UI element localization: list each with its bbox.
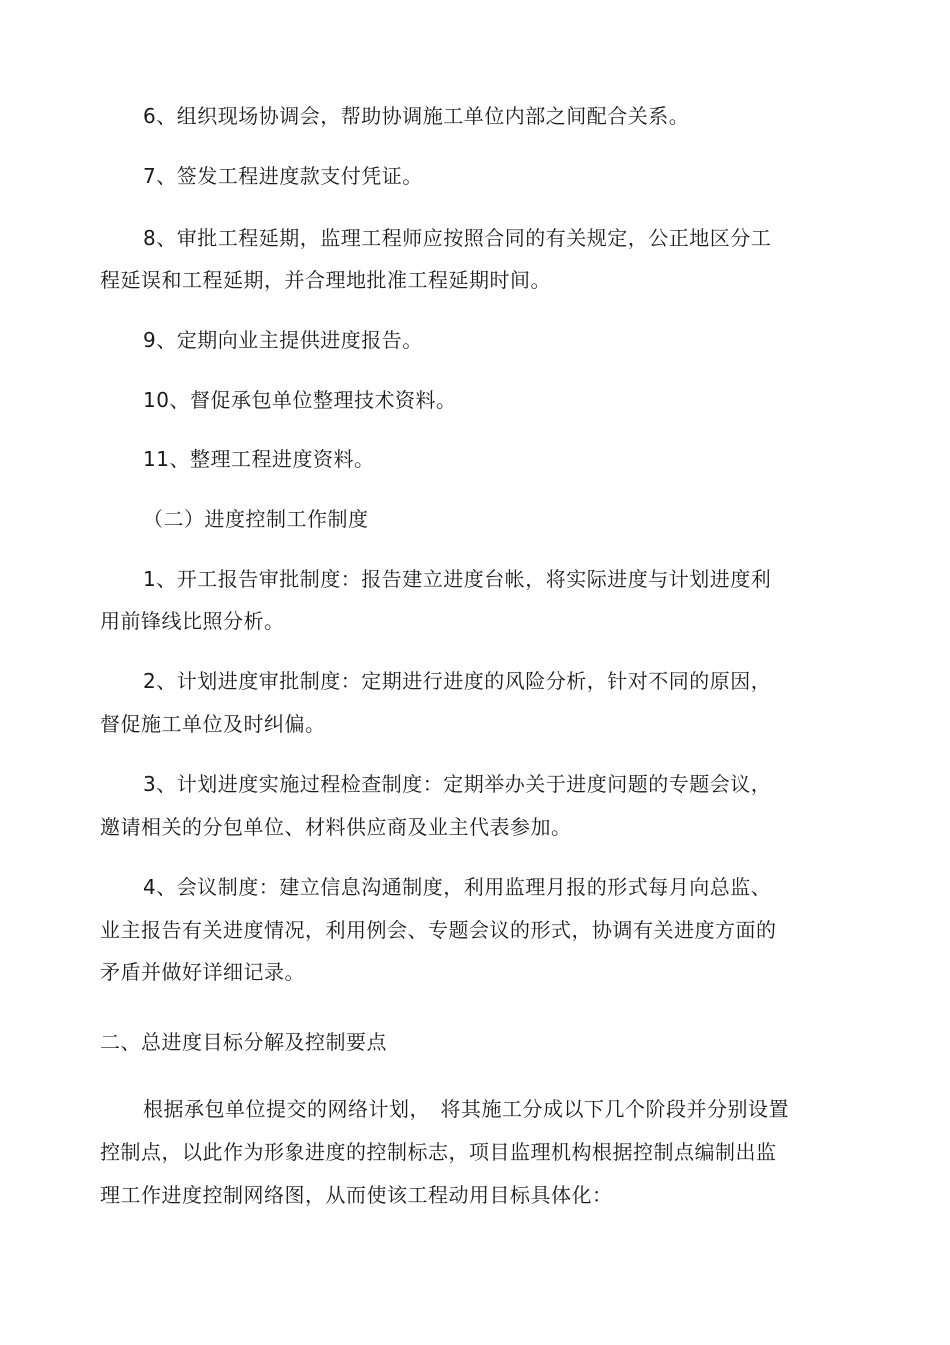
text-line: 理工作进度控制网络图，从而使该工程动用目标具体化： [100,1183,613,1207]
text-line: 业主报告有关进度情况，利用例会、专题会议的形式，协调有关进度方面的 [100,918,777,942]
text-line: 6、组织现场协调会，帮助协调施工单位内部之间配合关系。 [143,104,690,128]
text-line: 9、定期向业主提供进度报告。 [143,328,423,352]
text-line: 邀请相关的分包单位、材料供应商及业主代表参加。 [100,815,572,839]
text-line: 3、计划进度实施过程检查制度：定期举办关于进度问题的专题会议， [143,772,772,796]
text-line: 根据承包单位提交的网络计划， 将其施工分成以下几个阶段并分别设置 [143,1097,789,1121]
text-line: 1、开工报告审批制度：报告建立进度台帐，将实际进度与计划进度利 [143,567,772,591]
text-line: 程延误和工程延期，并合理地批准工程延期时间。 [100,268,551,292]
text-line: 控制点，以此作为形象进度的控制标志，项目监理机构根据控制点编制出监 [100,1140,777,1164]
text-line: 督促施工单位及时纠偏。 [100,712,326,736]
text-line: 11、整理工程进度资料。 [143,447,375,471]
text-line: 8、审批工程延期，监理工程师应按照合同的有关规定，公正地区分工 [143,226,772,250]
section-heading: （二）进度控制工作制度 [143,507,369,531]
text-line: 2、计划进度审批制度：定期进行进度的风险分析，针对不同的原因， [143,669,772,693]
text-line: 7、签发工程进度款支付凭证。 [143,164,423,188]
section-heading: 二、总进度目标分解及控制要点 [100,1030,387,1054]
text-line: 矛盾并做好详细记录。 [100,960,305,984]
text-line: 10、督促承包单位整理技术资料。 [143,388,457,412]
text-line: 4、会议制度：建立信息沟通制度，利用监理月报的形式每月向总监、 [143,875,772,899]
text-line: 用前锋线比照分析。 [100,609,285,633]
